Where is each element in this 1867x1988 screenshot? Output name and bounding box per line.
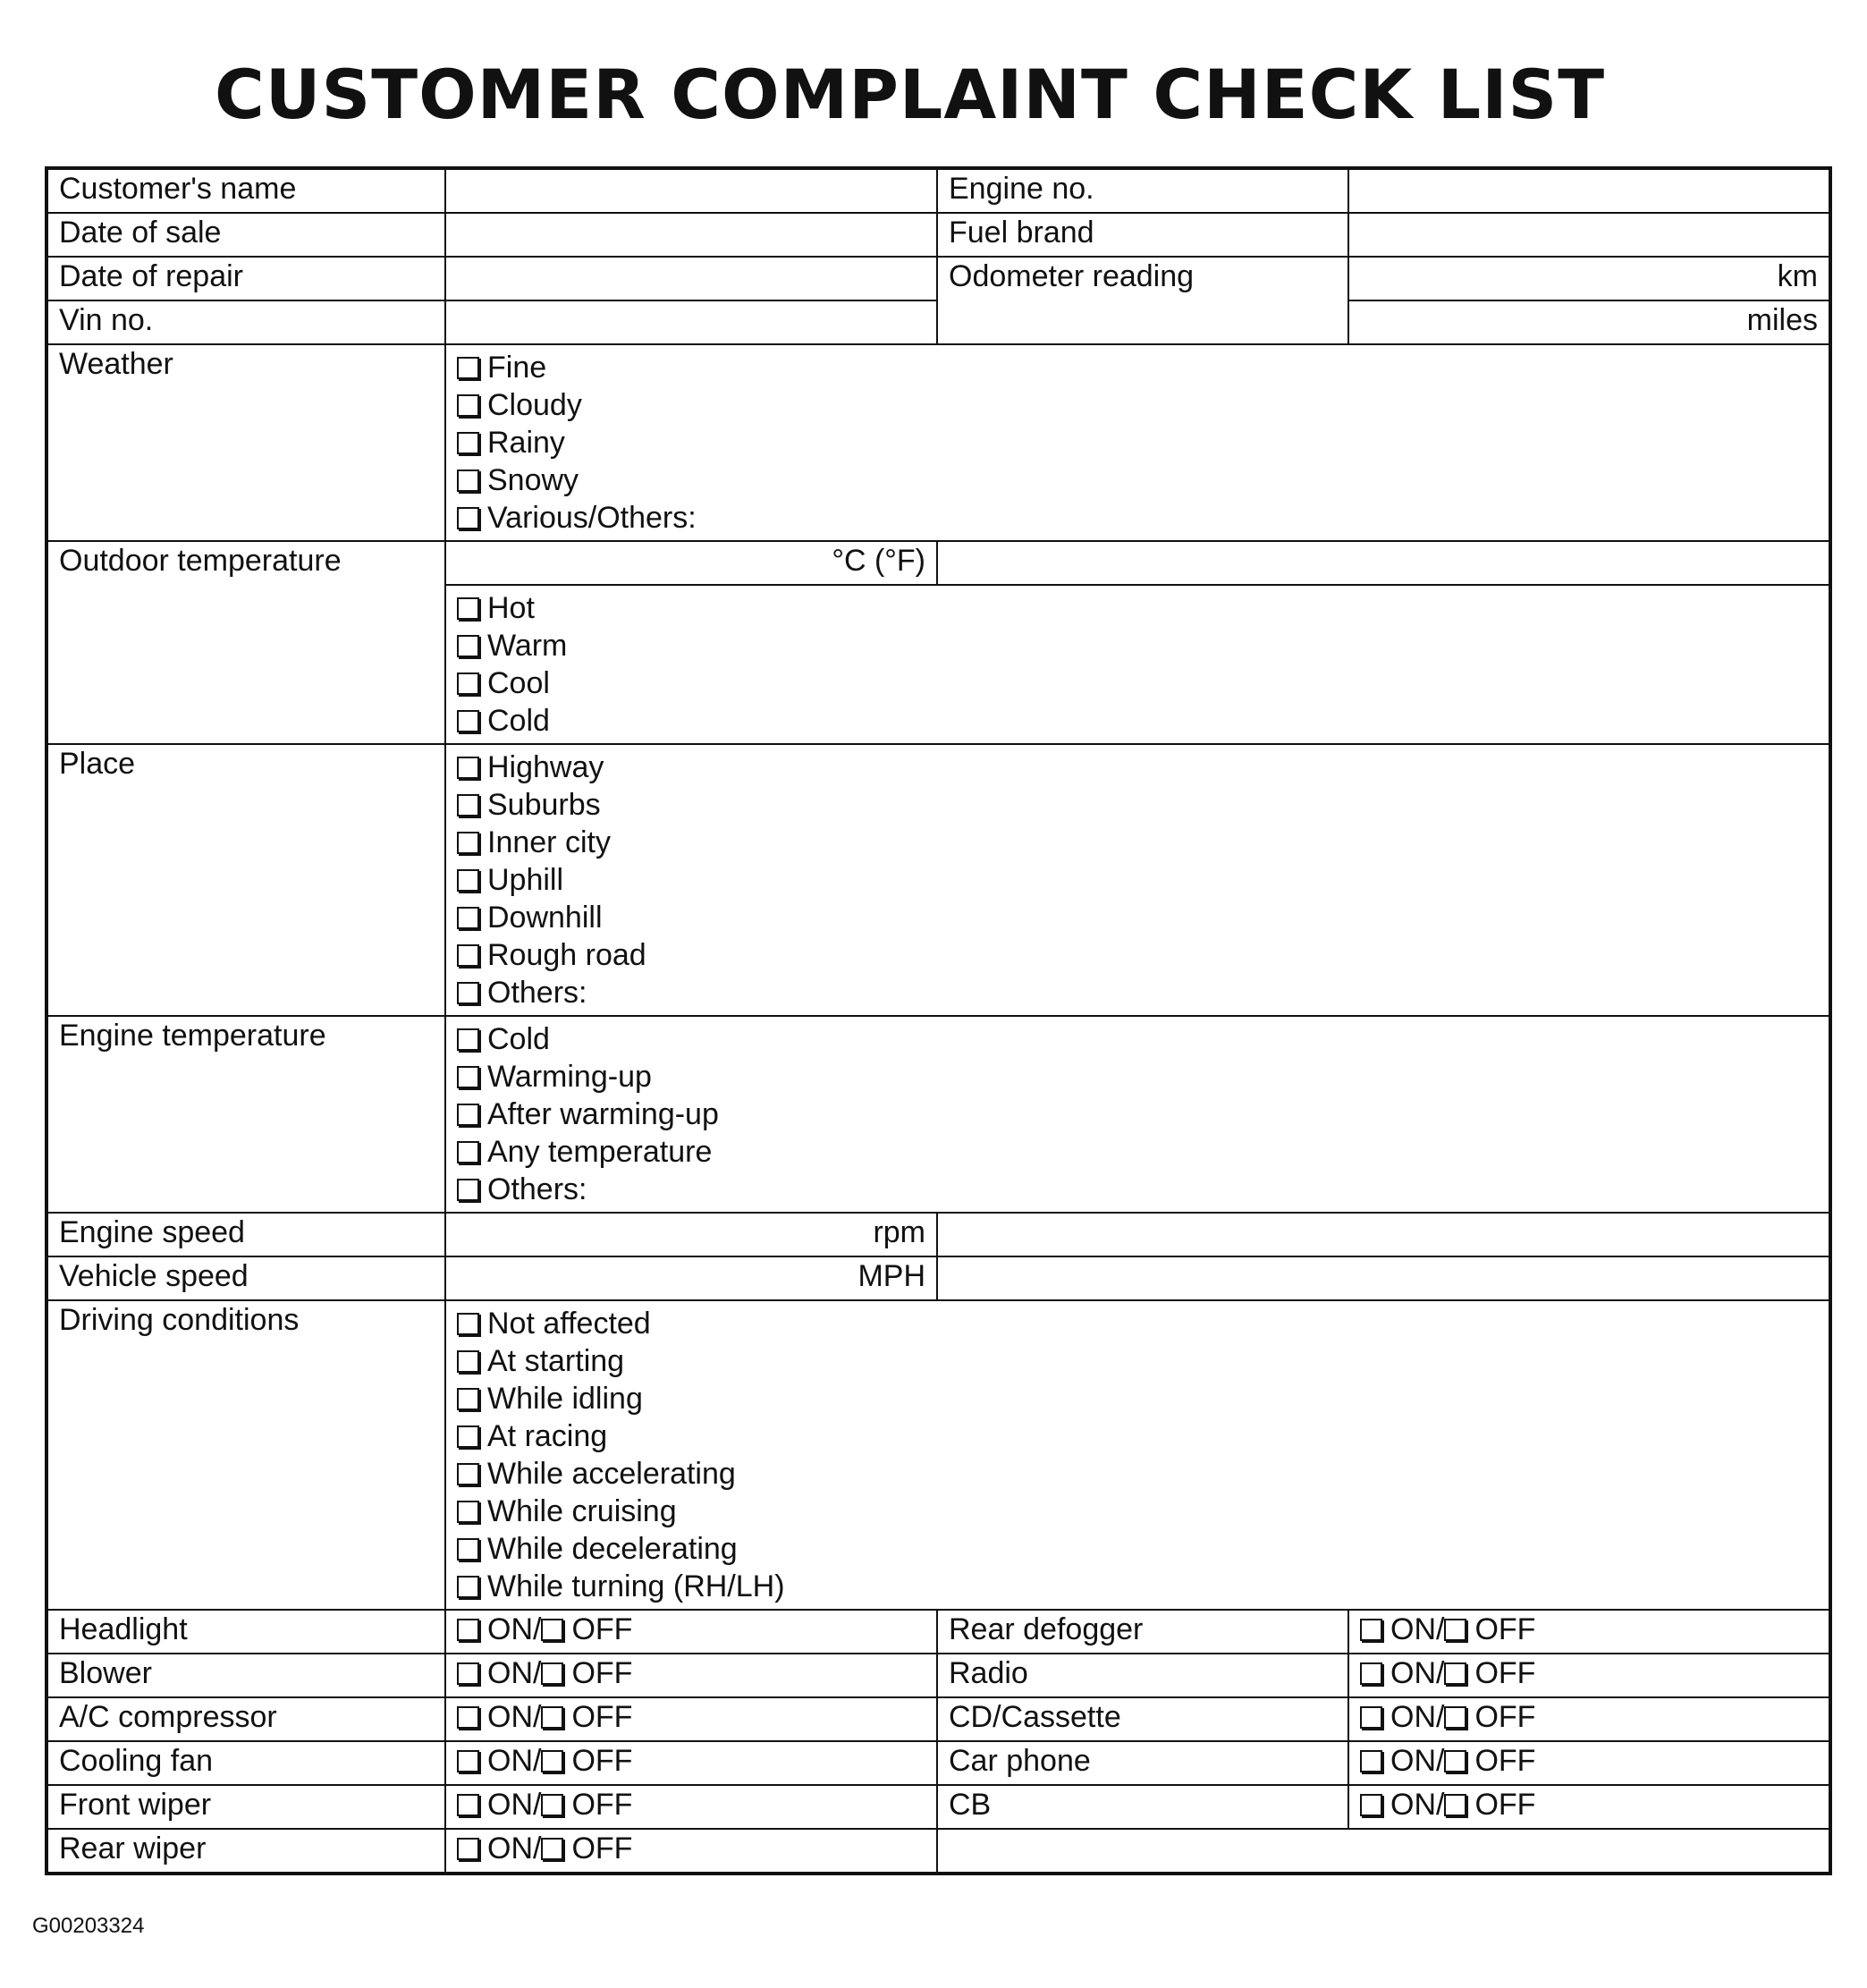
outdoor-temperature-field[interactable]: °C (°F) [445, 541, 937, 585]
checkbox-icon[interactable] [457, 432, 479, 454]
checkbox-icon[interactable] [1444, 1662, 1466, 1685]
blower-label: Blower [46, 1654, 445, 1697]
checkbox-icon[interactable] [1444, 1619, 1466, 1641]
date-of-sale-label: Date of sale [46, 213, 445, 257]
front-wiper-switch [445, 1785, 937, 1829]
checkbox-icon[interactable] [457, 1501, 479, 1523]
checkbox-icon[interactable] [457, 1313, 479, 1335]
on-label: ON [1390, 1700, 1436, 1734]
outdoor-temperature-label: Outdoor temperature [46, 541, 445, 744]
checkbox-icon[interactable] [541, 1662, 563, 1685]
headlight-switch [445, 1610, 937, 1654]
engine-speed-extra [937, 1213, 1830, 1256]
row-outdoor-temperature [46, 541, 1830, 585]
separator: / [533, 1612, 542, 1646]
option-highway[interactable]: Highway [457, 749, 1818, 786]
off-label: OFF [571, 1700, 633, 1734]
rear-wiper-label: Rear wiper [46, 1829, 445, 1874]
option-while-accelerating[interactable]: While accelerating [457, 1455, 1818, 1493]
checkbox-icon[interactable] [541, 1750, 563, 1772]
option-downhill[interactable]: Downhill [457, 899, 1818, 936]
weather-label: Weather [46, 344, 445, 541]
ac-compressor-switch [445, 1697, 937, 1741]
checkbox-icon[interactable] [457, 597, 479, 620]
cb-switch [1348, 1785, 1830, 1829]
separator: / [533, 1788, 542, 1822]
engine-no-label: Engine no. [937, 168, 1348, 213]
option-rainy[interactable]: Rainy [457, 424, 1818, 461]
checkbox-icon[interactable] [457, 394, 479, 417]
on-label: ON [487, 1744, 533, 1778]
option-engine-cold[interactable]: Cold [457, 1020, 1818, 1058]
option-while-turning[interactable]: While turning (RH/LH) [457, 1568, 1818, 1605]
row-switch-5 [46, 1785, 1830, 1829]
checkbox-icon[interactable] [457, 1662, 479, 1685]
option-rough-road[interactable]: Rough road [457, 936, 1818, 974]
option-cool[interactable]: Cool [457, 664, 1818, 702]
checkbox-icon[interactable] [457, 357, 479, 379]
cooling-fan-label: Cooling fan [46, 1741, 445, 1785]
engine-no-field[interactable] [1348, 168, 1830, 213]
radio-label: Radio [937, 1654, 1348, 1697]
row-switch-4 [46, 1741, 1830, 1785]
off-label: OFF [1474, 1656, 1536, 1690]
on-label: ON [1390, 1744, 1436, 1778]
checkbox-icon[interactable] [457, 1388, 479, 1410]
on-label: ON [487, 1788, 533, 1822]
option-not-affected[interactable]: Not affected [457, 1305, 1818, 1342]
row-switch-1 [46, 1610, 1830, 1654]
option-while-idling[interactable]: While idling [457, 1380, 1818, 1417]
radio-switch [1348, 1654, 1830, 1697]
customers-name-label: Customer's name [46, 168, 445, 213]
option-engine-others[interactable]: Others: [457, 1171, 1818, 1208]
checkbox-icon[interactable] [457, 944, 479, 967]
customers-name-field[interactable] [445, 168, 937, 213]
option-suburbs[interactable]: Suburbs [457, 786, 1818, 824]
vehicle-speed-extra [937, 1256, 1830, 1300]
checkbox-icon[interactable] [457, 1141, 479, 1163]
vehicle-speed-label: Vehicle speed [46, 1256, 445, 1300]
option-fine[interactable]: Fine [457, 349, 1818, 386]
option-any-temperature[interactable]: Any temperature [457, 1133, 1818, 1171]
option-place-others[interactable]: Others: [457, 974, 1818, 1011]
checkbox-icon[interactable] [1360, 1706, 1382, 1729]
checkbox-icon[interactable] [541, 1794, 563, 1816]
off-label: OFF [571, 1831, 633, 1865]
off-label: OFF [1474, 1788, 1536, 1822]
checkbox-icon[interactable] [457, 757, 479, 779]
date-of-repair-label: Date of repair [46, 257, 445, 300]
checkbox-icon[interactable] [457, 673, 479, 695]
outdoor-temperature-extra [937, 541, 1830, 585]
checkbox-icon[interactable] [457, 1463, 479, 1485]
date-of-sale-field[interactable] [445, 213, 937, 257]
place-options [445, 744, 1830, 1016]
row-engine-speed [46, 1213, 1830, 1256]
option-uphill[interactable]: Uphill [457, 861, 1818, 899]
row-vehicle-speed [46, 1256, 1830, 1300]
checkbox-icon[interactable] [457, 470, 479, 492]
off-label: OFF [571, 1788, 633, 1822]
switch-empty-cell [937, 1829, 1830, 1874]
checkbox-icon[interactable] [457, 1794, 479, 1816]
headlight-label: Headlight [46, 1610, 445, 1654]
separator: / [1436, 1788, 1445, 1822]
on-label: ON [487, 1831, 533, 1865]
vin-no-field[interactable] [445, 300, 937, 344]
checkbox-icon[interactable] [1360, 1662, 1382, 1685]
row-weather [46, 344, 1830, 541]
date-of-repair-field[interactable] [445, 257, 937, 300]
checkbox-icon[interactable] [457, 1179, 479, 1201]
separator: / [533, 1700, 542, 1734]
checkbox-icon[interactable] [457, 1619, 479, 1641]
checkbox-icon[interactable] [457, 1028, 479, 1051]
checkbox-icon[interactable] [457, 635, 479, 657]
option-cold[interactable]: Cold [457, 702, 1818, 740]
checkbox-icon[interactable] [1360, 1794, 1382, 1816]
rear-defogger-switch [1348, 1610, 1830, 1654]
separator: / [1436, 1700, 1445, 1734]
checkbox-icon[interactable] [1360, 1619, 1382, 1641]
engine-temperature-label: Engine temperature [46, 1016, 445, 1213]
off-label: OFF [1474, 1744, 1536, 1778]
checkbox-icon[interactable] [457, 1104, 479, 1126]
checkbox-icon[interactable] [1444, 1750, 1466, 1772]
cd-cassette-label: CD/Cassette [937, 1697, 1348, 1741]
checkbox-icon[interactable] [457, 869, 479, 892]
checkbox-icon[interactable] [457, 710, 479, 732]
car-phone-switch [1348, 1741, 1830, 1785]
separator: / [1436, 1744, 1445, 1778]
row-place [46, 744, 1830, 1016]
driving-conditions-label: Driving conditions [46, 1300, 445, 1610]
checkbox-icon[interactable] [457, 832, 479, 854]
on-label: ON [487, 1700, 533, 1734]
checkbox-icon[interactable] [457, 1066, 479, 1088]
vehicle-speed-field[interactable]: MPH [445, 1256, 937, 1300]
off-label: OFF [1474, 1700, 1536, 1734]
checkbox-icon[interactable] [457, 507, 479, 529]
option-at-starting[interactable]: At starting [457, 1342, 1818, 1380]
row-date-of-sale [46, 213, 1830, 257]
checkbox-icon[interactable] [457, 1706, 479, 1729]
odometer-reading-label: Odometer reading [937, 257, 1348, 344]
option-while-decelerating[interactable]: While decelerating [457, 1530, 1818, 1568]
option-at-racing[interactable]: At racing [457, 1417, 1818, 1455]
checkbox-icon[interactable] [541, 1838, 563, 1860]
on-label: ON [487, 1612, 533, 1646]
row-switch-2 [46, 1654, 1830, 1697]
engine-speed-label: Engine speed [46, 1213, 445, 1256]
off-label: OFF [571, 1744, 633, 1778]
on-label: ON [487, 1656, 533, 1690]
on-label: ON [1390, 1788, 1436, 1822]
on-label: ON [1390, 1656, 1436, 1690]
row-switch-3 [46, 1697, 1830, 1741]
separator: / [533, 1656, 542, 1690]
cd-cassette-switch [1348, 1697, 1830, 1741]
rear-wiper-switch [445, 1829, 937, 1874]
blower-switch [445, 1654, 937, 1697]
checkbox-icon[interactable] [457, 1838, 479, 1860]
checkbox-icon[interactable] [1444, 1794, 1466, 1816]
driving-conditions-options [445, 1300, 1830, 1610]
row-engine-temperature [46, 1016, 1830, 1213]
checkbox-icon[interactable] [1360, 1750, 1382, 1772]
checkbox-icon[interactable] [541, 1706, 563, 1729]
separator: / [1436, 1656, 1445, 1690]
front-wiper-label: Front wiper [46, 1785, 445, 1829]
option-hot[interactable]: Hot [457, 589, 1818, 627]
fuel-brand-field[interactable] [1348, 213, 1830, 257]
off-label: OFF [1474, 1612, 1536, 1646]
off-label: OFF [571, 1656, 633, 1690]
checkbox-icon[interactable] [457, 1350, 479, 1373]
page-title: CUSTOMER COMPLAINT CHECK LIST [215, 55, 1606, 134]
outdoor-temperature-options [445, 585, 1830, 744]
fuel-brand-label: Fuel brand [937, 213, 1348, 257]
cb-label: CB [937, 1785, 1348, 1829]
odometer-km-field[interactable]: km [1348, 257, 1830, 300]
row-switch-6 [46, 1829, 1830, 1874]
rear-defogger-label: Rear defogger [937, 1610, 1348, 1654]
place-label: Place [46, 744, 445, 1016]
row-driving-conditions [46, 1300, 1830, 1610]
ac-compressor-label: A/C compressor [46, 1697, 445, 1741]
separator: / [1436, 1612, 1445, 1646]
option-while-cruising[interactable]: While cruising [457, 1493, 1818, 1530]
option-cloudy[interactable]: Cloudy [457, 386, 1818, 424]
cooling-fan-switch [445, 1741, 937, 1785]
option-warm[interactable]: Warm [457, 627, 1818, 664]
option-snowy[interactable]: Snowy [457, 461, 1818, 499]
row-date-of-repair [46, 257, 1830, 300]
on-label: ON [1390, 1612, 1436, 1646]
option-inner-city[interactable]: Inner city [457, 824, 1818, 861]
checkbox-icon[interactable] [457, 907, 479, 929]
off-label: OFF [571, 1612, 633, 1646]
checkbox-icon[interactable] [1444, 1706, 1466, 1729]
document-code: G00203324 [32, 1914, 145, 1938]
weather-options [445, 344, 1830, 541]
option-warming-up[interactable]: Warming-up [457, 1058, 1818, 1096]
option-various-others[interactable]: Various/Others: [457, 499, 1818, 537]
car-phone-label: Car phone [937, 1741, 1348, 1785]
checkbox-icon[interactable] [457, 1425, 479, 1448]
engine-speed-field[interactable]: rpm [445, 1213, 937, 1256]
checkbox-icon[interactable] [457, 1576, 479, 1598]
checkbox-icon[interactable] [457, 794, 479, 816]
checkbox-icon[interactable] [457, 1750, 479, 1772]
separator: / [533, 1744, 542, 1778]
complaint-form-table [45, 166, 1832, 1875]
checkbox-icon[interactable] [457, 1538, 479, 1561]
vin-no-label: Vin no. [46, 300, 445, 344]
checkbox-icon[interactable] [541, 1619, 563, 1641]
checkbox-icon[interactable] [457, 982, 479, 1004]
row-customers-name [46, 168, 1830, 213]
engine-temperature-options [445, 1016, 1830, 1213]
odometer-miles-field[interactable]: miles [1348, 300, 1830, 344]
separator: / [533, 1831, 542, 1865]
option-after-warming-up[interactable]: After warming-up [457, 1096, 1818, 1133]
